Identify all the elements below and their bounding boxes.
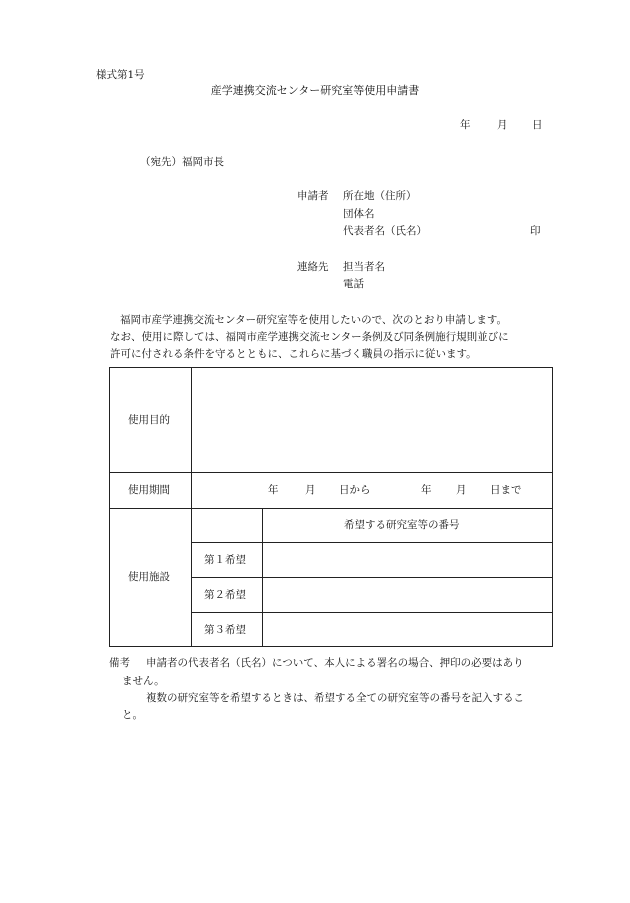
period-from-day: 日から	[339, 484, 371, 496]
note-1-line-1: 申請者の代表者名（氏名）について、本人による署名の場合、押印の必要はあり	[146, 657, 524, 669]
document-title: 産学連携交流センター研究室等使用申請書	[210, 84, 420, 97]
table-rule	[110, 472, 552, 473]
period-label: 使用期間	[128, 484, 170, 496]
period-to-year: 年	[421, 484, 432, 496]
purpose-label: 使用目的	[128, 414, 170, 426]
date-month-label: 月	[497, 119, 508, 131]
note-2-line-1: 複数の研究室等を希望するときは、希望する全ての研究室等の番号を記入するこ	[146, 692, 524, 704]
contact-label: 連絡先	[297, 261, 329, 273]
purpose-field[interactable]	[192, 368, 552, 472]
body-paragraph-2-line-2: 許可に付される条件を守るとともに、これらに基づく職員の指示に従います。	[110, 348, 477, 360]
body-paragraph-1: 福岡市産学連携交流センター研究室等を使用したいので、次のとおり申請します。	[120, 314, 508, 326]
facility-label: 使用施設	[128, 571, 170, 583]
applicant-representative-label: 代表者名（氏名）	[343, 225, 427, 237]
applicant-address-label: 所在地（住所）	[343, 190, 417, 202]
notes-label: 備考	[109, 657, 130, 669]
period-to-day: 日まで	[490, 484, 522, 496]
choice-3-label: 第３希望	[204, 624, 246, 636]
applicant-label: 申請者	[297, 190, 329, 202]
facility-header: 希望する研究室等の番号	[344, 519, 460, 531]
choice-2-label: 第２希望	[204, 589, 246, 601]
contact-person-label: 担当者名	[343, 261, 385, 273]
date-day-label: 日	[532, 119, 543, 131]
applicant-organization-label: 団体名	[343, 208, 375, 220]
seal-mark: 印	[530, 225, 541, 237]
body-paragraph-2-line-1: なお、使用に際しては、福岡市産学連携交流センター条例及び同条例施行規則並びに	[110, 331, 509, 343]
note-2-line-2: と。	[122, 709, 143, 721]
choice-2-field[interactable]	[263, 578, 552, 612]
contact-phone-label: 電話	[343, 278, 364, 290]
addressee: （宛先）福岡市長	[140, 156, 224, 168]
choice-1-field[interactable]	[263, 543, 552, 577]
choice-3-field[interactable]	[263, 613, 552, 646]
period-from-month: 月	[305, 484, 316, 496]
date-year-label: 年	[460, 119, 471, 131]
choice-1-label: 第１希望	[204, 554, 246, 566]
table-rule	[110, 508, 552, 509]
period-to-month: 月	[456, 484, 467, 496]
period-from-year: 年	[268, 484, 279, 496]
form-number: 様式第1号	[96, 69, 145, 81]
note-1-line-2: ません。	[122, 675, 165, 687]
application-table	[109, 367, 553, 647]
